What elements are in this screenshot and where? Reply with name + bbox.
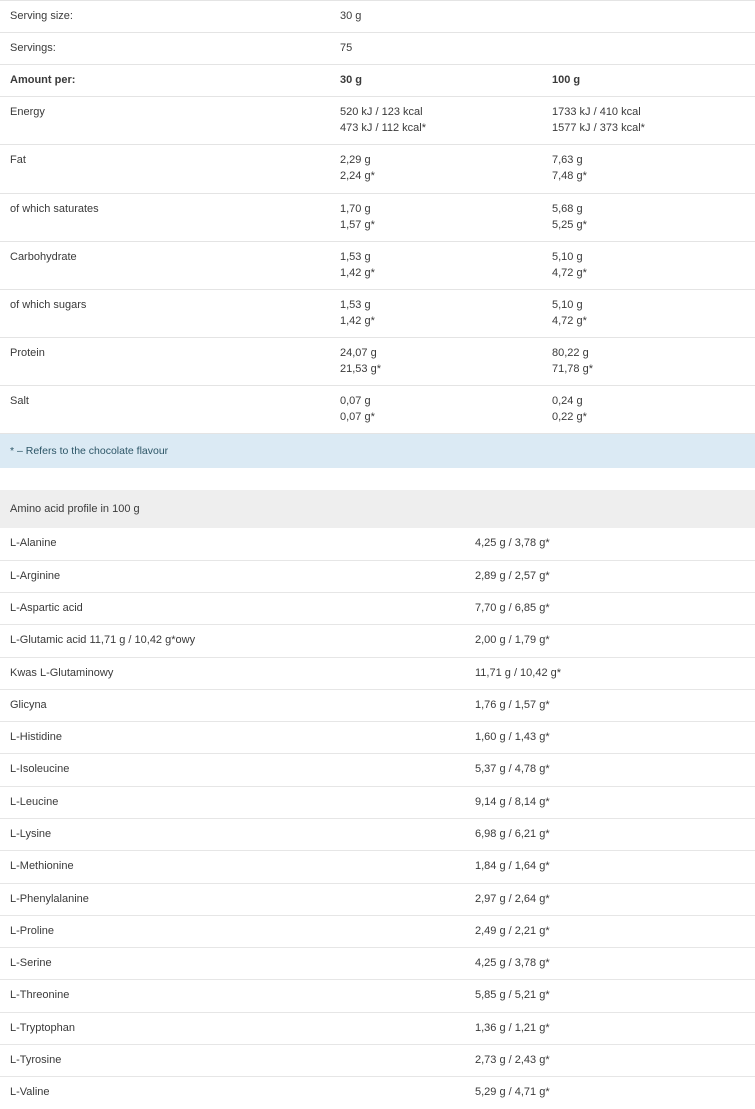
amino-acid-value: 4,25 g / 3,78 g* <box>475 537 550 550</box>
value-per-100g <box>542 193 755 241</box>
amino-acid-value: 2,00 g / 1,79 g* <box>465 625 755 657</box>
amino-acid-value: 2,89 g / 2,57 g* <box>465 560 755 592</box>
value-per-100g <box>542 1 755 33</box>
amino-acid-value: 6,98 g / 6,21 g* <box>465 819 755 851</box>
amino-acid-label: L-Lysine <box>0 819 465 851</box>
value-line: 0,07 g* <box>340 411 375 424</box>
table-row <box>0 689 755 721</box>
amino-acid-label: L-Tyrosine <box>0 1045 465 1077</box>
value-line: 7,48 g* <box>552 170 587 183</box>
value-line: 4,72 g* <box>552 266 587 279</box>
value-line: 71,78 g* <box>552 363 593 376</box>
value-line: 1,42 g* <box>340 266 375 279</box>
nutrient-label: Fat <box>0 145 330 193</box>
value-line: 30 g <box>340 10 362 22</box>
amino-acid-value: 5,29 g / 4,71 g* <box>465 1077 755 1109</box>
table-row <box>0 97 755 145</box>
nutrition-table <box>0 0 755 433</box>
table-row <box>0 657 755 689</box>
value-line: 2,29 g <box>340 154 371 167</box>
table-row <box>0 851 755 883</box>
nutrient-label: of which sugars <box>0 289 330 337</box>
nutrient-label: Carbohydrate <box>0 241 330 289</box>
value-serving <box>330 289 542 337</box>
table-row <box>0 754 755 786</box>
value-per-100g <box>542 338 755 386</box>
amino-acid-value: 4,25 g / 3,78 g* <box>465 948 755 980</box>
nutrient-label: Energy <box>0 97 330 145</box>
amino-acid-value: 2,49 g / 2,21 g* <box>465 915 755 947</box>
footnote-bar: * – Refers to the chocolate flavour <box>0 433 755 468</box>
table-row <box>0 1077 755 1109</box>
value-serving <box>330 193 542 241</box>
table-row <box>0 592 755 624</box>
value-per-100g <box>542 386 755 434</box>
table-row <box>0 786 755 818</box>
table-row <box>0 915 755 947</box>
amino-acid-label: L-Phenylalanine <box>0 883 465 915</box>
value-line: 520 kJ / 123 kcal <box>340 106 423 119</box>
amino-acid-value: 7,70 g / 6,85 g* <box>465 592 755 624</box>
value-line: 5,68 g <box>552 202 583 215</box>
value-line: 5,10 g <box>552 298 583 311</box>
table-row <box>0 625 755 657</box>
amino-acid-value: 1,60 g / 1,43 g* <box>465 722 755 754</box>
amino-acid-label: L-Tryptophan <box>0 1012 465 1044</box>
value-line: 473 kJ / 112 kcal* <box>340 122 427 135</box>
value-serving <box>330 97 542 145</box>
amino-acid-value: 2,97 g / 2,64 g* <box>465 883 755 915</box>
nutrient-label: Protein <box>0 338 330 386</box>
value-line: 1577 kJ / 373 kcal* <box>552 122 645 135</box>
value-line: 1,53 g <box>340 250 371 263</box>
value-line: 4,72 g* <box>552 314 587 327</box>
amino-acid-label: Kwas L-Glutaminowy <box>0 657 465 689</box>
amino-acid-label: Glicyna <box>0 689 465 721</box>
nutrient-label: Amount per: <box>0 65 330 97</box>
value-per-100g <box>542 65 755 97</box>
table-row <box>0 338 755 386</box>
value-line: 2,24 g* <box>340 170 375 183</box>
value-per-100g <box>542 241 755 289</box>
value-line: 0,22 g* <box>552 411 587 424</box>
table-row <box>0 722 755 754</box>
amino-acid-label: L-Leucine <box>0 786 465 818</box>
amino-acid-label: L-Histidine <box>0 722 465 754</box>
table-row <box>0 528 755 560</box>
value-line: 1,53 g <box>340 298 371 311</box>
amino-acid-label: L-Aspartic acid <box>0 592 465 624</box>
value-line: 1,57 g* <box>340 218 375 231</box>
value-line: 21,53 g* <box>340 363 381 376</box>
amino-acid-label: L-Isoleucine <box>0 754 465 786</box>
table-row <box>0 289 755 337</box>
value-serving <box>330 241 542 289</box>
value-per-100g <box>542 33 755 65</box>
value-line: 1,70 g <box>340 202 371 215</box>
amino-acid-table <box>0 528 755 1108</box>
value-per-100g <box>542 289 755 337</box>
value-line: 5,25 g* <box>552 218 587 231</box>
value-line: 0,24 g <box>552 395 583 408</box>
value-serving <box>330 33 542 65</box>
table-row <box>0 145 755 193</box>
amino-section-title: Amino acid profile in 100 g <box>0 490 755 528</box>
nutrient-label: Serving size: <box>0 1 330 33</box>
value-line: 7,63 g <box>552 154 583 167</box>
value-line: 80,22 g <box>552 347 589 360</box>
nutrient-label: Servings: <box>0 33 330 65</box>
value-line: 1,42 g* <box>340 314 375 327</box>
amino-acid-label: L-Proline <box>0 915 465 947</box>
value-per-100g <box>542 145 755 193</box>
table-row <box>0 819 755 851</box>
amino-acid-value: 9,14 g / 8,14 g* <box>465 786 755 818</box>
value-line: 24,07 g <box>340 347 377 360</box>
amino-acid-label: L-Glutamic acid 11,71 g / 10,42 g*owy <box>0 625 465 657</box>
table-row <box>0 1012 755 1044</box>
value-line: 100 g <box>552 74 581 87</box>
table-row <box>0 560 755 592</box>
table-row <box>0 386 755 434</box>
nutrient-label: Salt <box>0 386 330 434</box>
table-row <box>0 948 755 980</box>
amino-acid-value: 1,76 g / 1,57 g* <box>465 689 755 721</box>
amino-acid-value: 5,85 g / 5,21 g* <box>465 980 755 1012</box>
amino-acid-label: L-Alanine <box>10 537 57 550</box>
value-line: 75 <box>340 42 353 55</box>
value-line: 30 g <box>340 74 363 87</box>
table-row <box>0 33 755 65</box>
table-row <box>0 65 755 97</box>
amino-acid-label: L-Arginine <box>0 560 465 592</box>
value-serving <box>330 65 542 97</box>
table-row <box>0 1 755 33</box>
value-serving <box>330 386 542 434</box>
table-row <box>0 241 755 289</box>
amino-acid-label: L-Serine <box>0 948 465 980</box>
amino-acid-value: 5,37 g / 4,78 g* <box>465 754 755 786</box>
amino-acid-value: 1,84 g / 1,64 g* <box>465 851 755 883</box>
amino-acid-value: 2,73 g / 2,43 g* <box>465 1045 755 1077</box>
nutrient-label: of which saturates <box>0 193 330 241</box>
table-row <box>0 883 755 915</box>
amino-acid-value: 11,71 g / 10,42 g* <box>465 657 755 689</box>
amino-acid-label: L-Threonine <box>0 980 465 1012</box>
value-serving <box>330 1 542 33</box>
amino-acid-value: 1,36 g / 1,21 g* <box>465 1012 755 1044</box>
value-line: 0,07 g <box>340 395 371 408</box>
value-per-100g <box>542 97 755 145</box>
table-row <box>0 1045 755 1077</box>
amino-acid-label: L-Methionine <box>0 851 465 883</box>
table-row <box>0 980 755 1012</box>
value-serving <box>330 338 542 386</box>
value-serving <box>330 145 542 193</box>
table-row <box>0 193 755 241</box>
amino-acid-label: L-Valine <box>0 1077 465 1109</box>
value-line: 1733 kJ / 410 kcal <box>552 106 641 119</box>
value-line: 5,10 g <box>552 250 583 263</box>
